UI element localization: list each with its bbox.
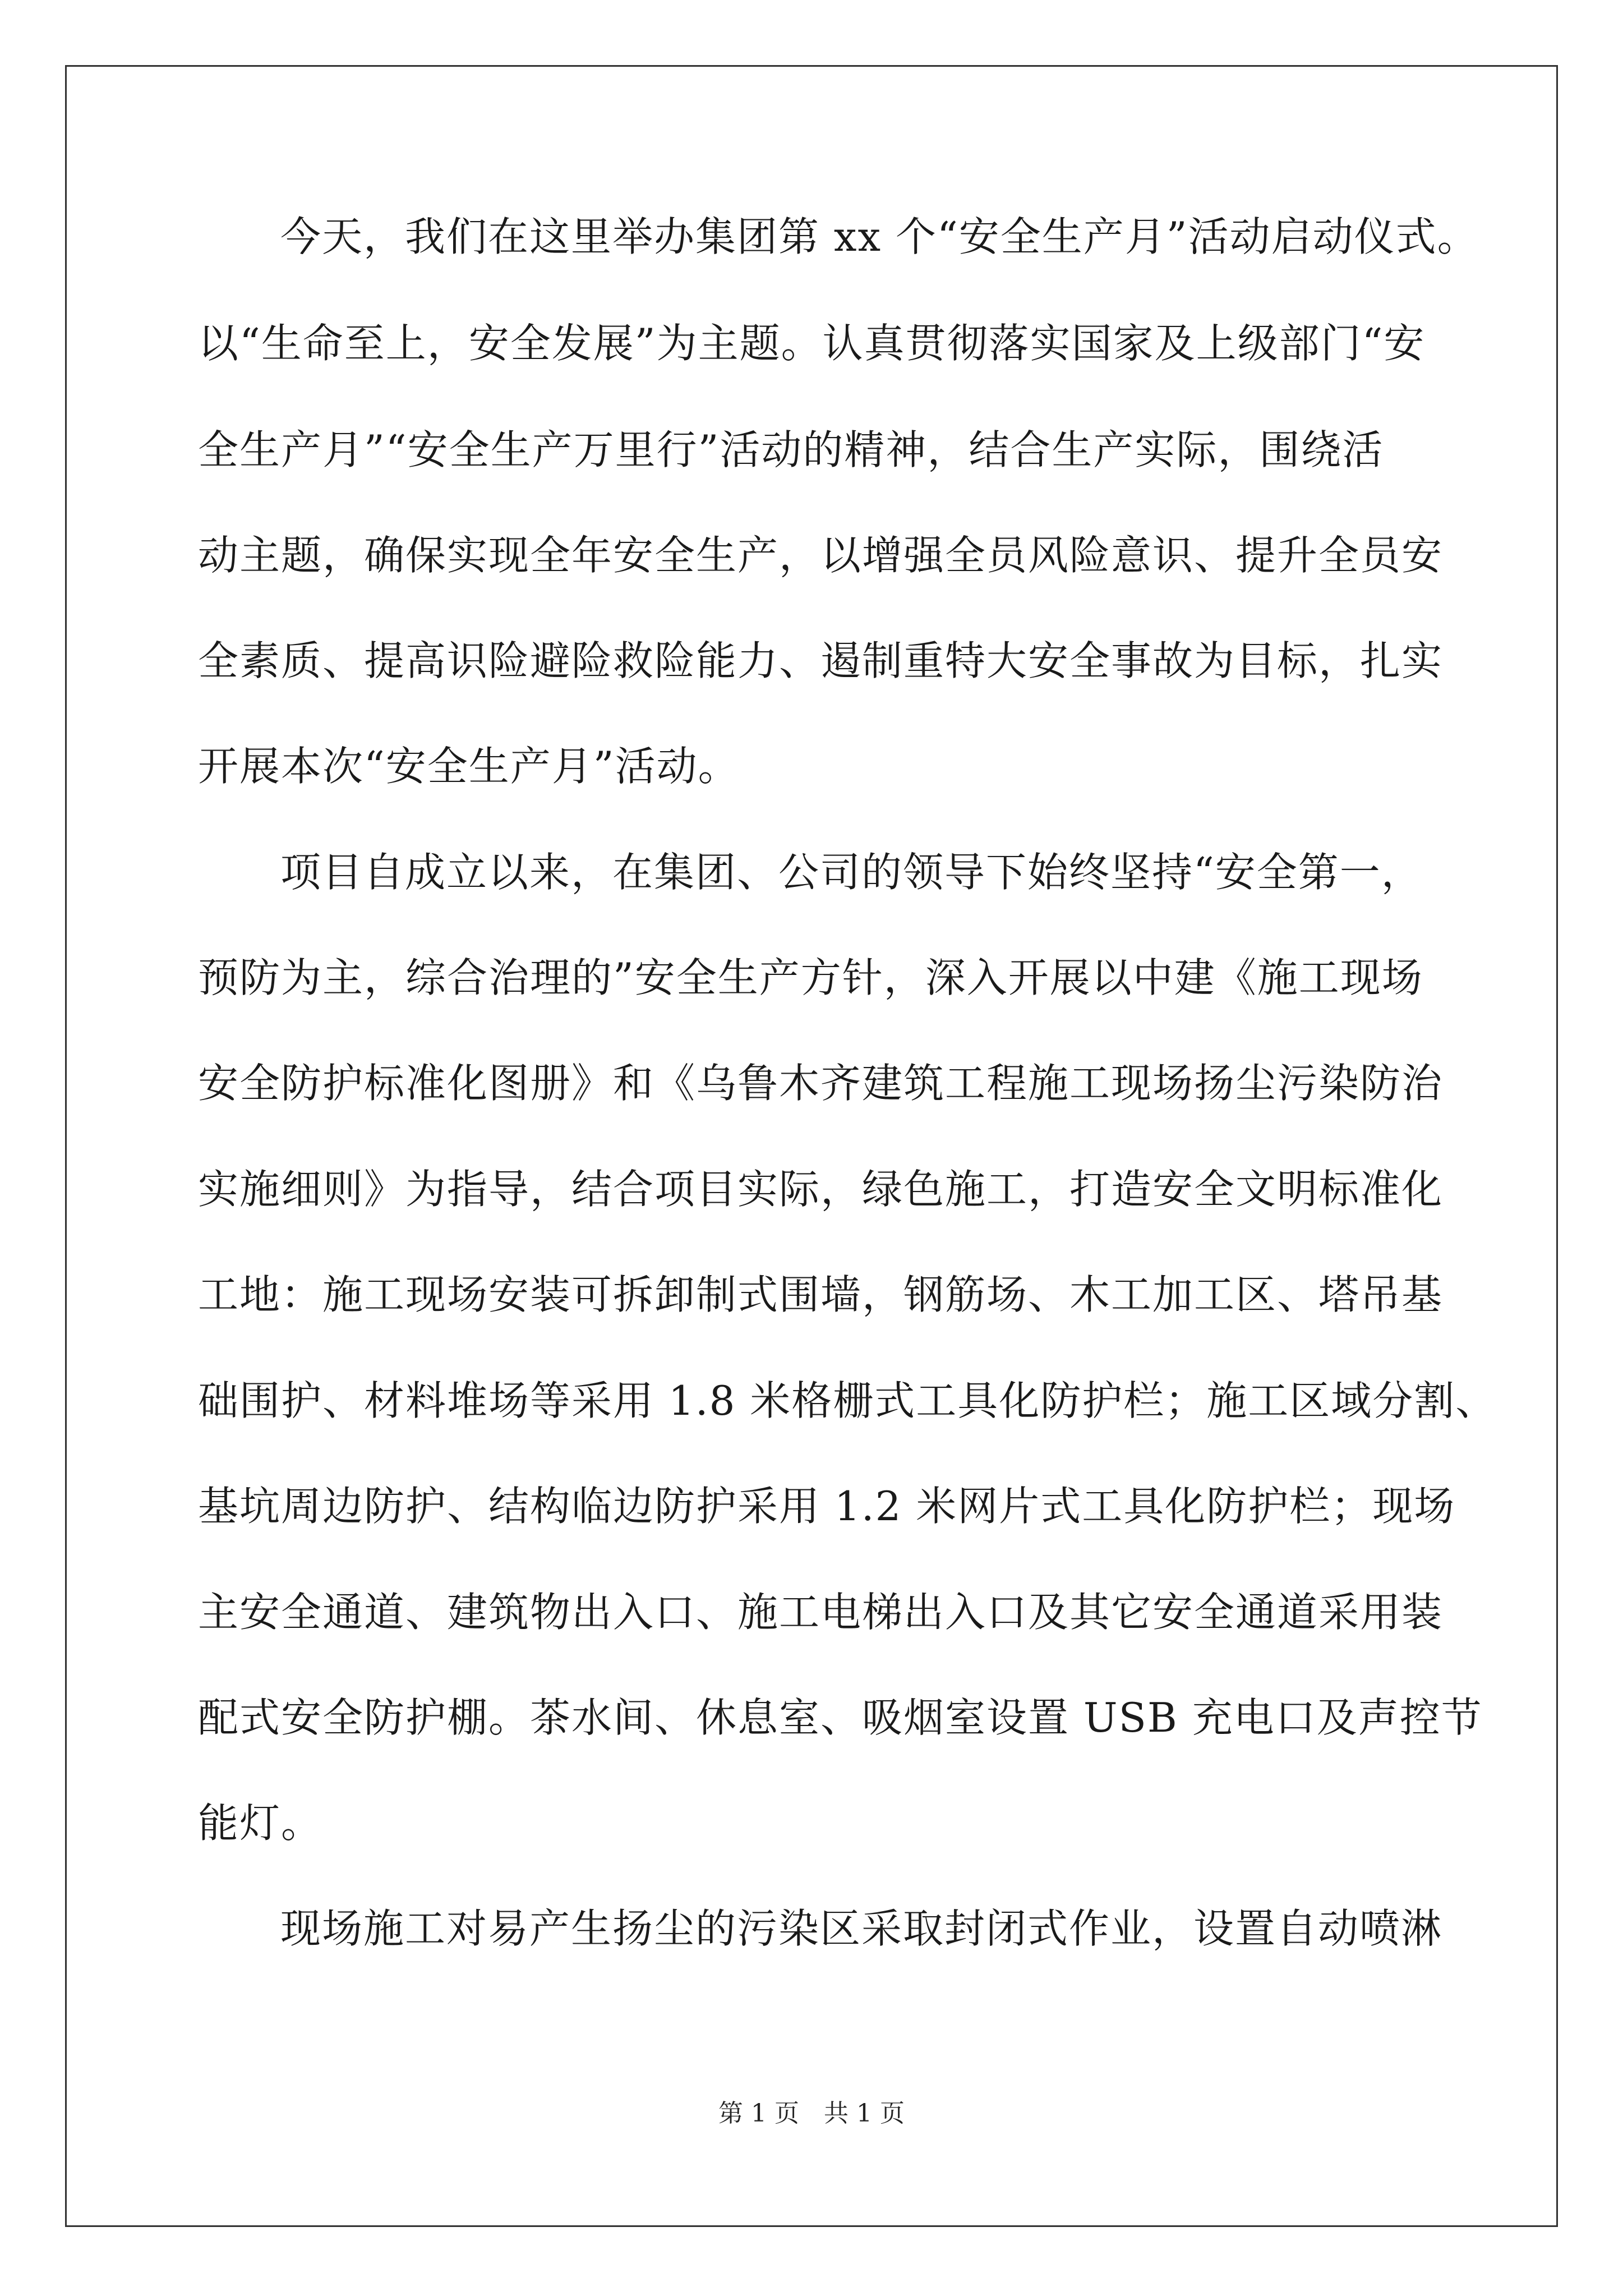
- paragraph-2-line-7: 基坑周边防护、结构临边防护采用 1.2 米网片式工具化防护栏；现场: [198, 1483, 1456, 1530]
- page-footer: [0, 2097, 1623, 2131]
- paragraph-2-line-2: 预防为主，综合治理的”安全生产方针，深入开展以中建《施工现场: [198, 954, 1423, 1001]
- paragraph-2-line-3: 安全防护标准化图册》和《乌鲁木齐建筑工程施工现场扬尘污染防治: [198, 1060, 1444, 1107]
- paragraph-3-line-1: 现场施工对易产生扬尘的污染区采取封闭式作业，设置自动喷淋: [280, 1905, 1443, 1952]
- paragraph-2-line-8: 主安全通道、建筑物出入口、施工电梯出入口及其它安全通道采用装: [198, 1589, 1444, 1636]
- paragraph-2-line-9: 配式安全防护棚。茶水间、休息室、吸烟室设置 USB 充电口及声控节: [198, 1694, 1483, 1741]
- paragraph-1-line-2: 以“生命至上，安全发展”为主题。认真贯彻落实国家及上级部门“安: [198, 320, 1426, 367]
- paragraph-1-line-3: 全生产月”“安全生产万里行”活动的精神，结合生产实际，围绕活: [198, 426, 1384, 473]
- paragraph-2-line-10: 能灯。: [198, 1800, 323, 1847]
- paragraph-1-line-1: 今天，我们在这里举办集团第 xx 个“安全生产月”活动启动仪式。: [280, 213, 1479, 260]
- paragraph-2-line-4: 实施细则》为指导，结合项目实际，绿色施工，打造安全文明标准化: [198, 1166, 1444, 1213]
- paragraph-1-line-5: 全素质、提高识险避险救险能力、遏制重特大安全事故为目标，扎实: [198, 637, 1444, 684]
- paragraph-1-line-6: 开展本次“安全生产月”活动。: [198, 743, 740, 790]
- paragraph-2-line-5: 工地：施工现场安装可拆卸制式围墙，钢筋场、木工加工区、塔吊基: [198, 1271, 1444, 1318]
- paragraph-2-line-1: 项目自成立以来，在集团、公司的领导下始终坚持“安全第一，: [280, 849, 1423, 896]
- paragraph-2-line-6: 础围护、材料堆场等采用 1.8 米格栅式工具化防护栏；施工区域分割、: [198, 1377, 1497, 1424]
- page-number: 第 1 页 共 1 页: [718, 2099, 905, 2128]
- paragraph-1-line-4: 动主题，确保实现全年安全生产，以增强全员风险意识、提升全员安: [198, 532, 1444, 579]
